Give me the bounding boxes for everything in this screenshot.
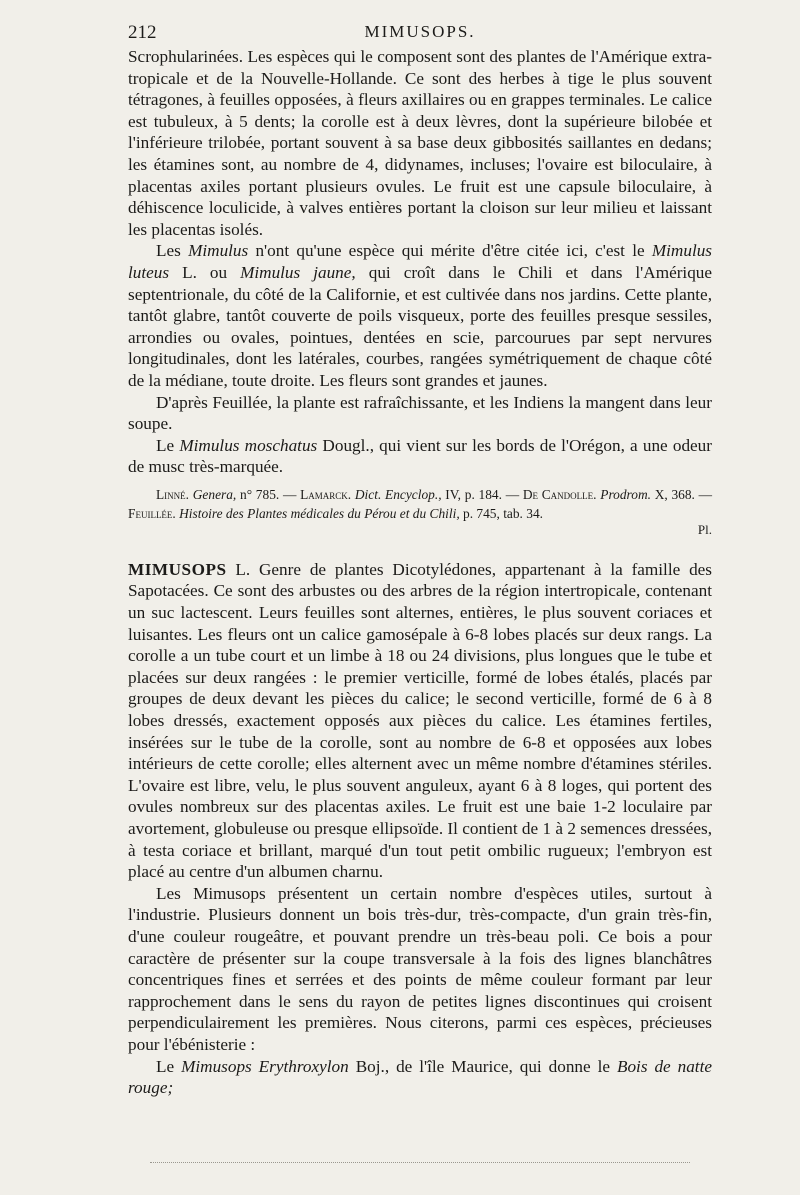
reference-title: Dict. Encyclop.,: [351, 486, 442, 502]
mimusops-paragraph-3: [128, 1056, 712, 1099]
text-run: L. ou: [169, 262, 241, 282]
reference-author: Lamarck.: [300, 486, 352, 502]
mimusops-paragraph-1: [128, 559, 712, 883]
species-name: Mimulus luteus: [128, 241, 712, 282]
reference-title: Histoire des Plantes médicales du Pérou et du Chili,: [175, 505, 460, 521]
mimulus-paragraph-3: D'après Feuillée, la plante est rafraîchissante, et les Indiens la mangent dans leur soupe.: [128, 392, 712, 434]
reference-detail: X, 368. —: [650, 486, 713, 502]
text-run: Le: [156, 1056, 182, 1076]
reference-detail: p. 745, tab. 34.: [459, 505, 543, 521]
text-run: Le: [156, 435, 180, 455]
mimulus-paragraph-1: Scrophularinées. Les espèces qui le composent sont des plantes de l'Amérique extra-tropicale et de la Nouvelle-Hollande. Ce sont des herbes à tige le plus souvent tétragones, à feuilles opposées, à fleurs axillaires ou en grappes terminales. Le calice est tubuleux, à 5 dents; la corolle est à deux lèvres, dont la supérieure bilobée et l'inférieure trilobée, portant souvent à sa base deux gibbosités saillantes en dedans; les étamines sont, au nombre de 4, didynames, incluses; l'ovaire est biloculaire, à placentas axiles portant plusieurs ovules. Le fruit est une capsule biloculaire, à déhiscence loculicide, à valves entières portant la cloison sur leur milieu et laissant les placentas isolés.: [128, 47, 712, 239]
reference-author: Feuillée.: [128, 505, 176, 521]
page-number: 212: [128, 22, 157, 43]
page-header: [128, 18, 712, 46]
entry-headword: MIMUSOPS: [128, 559, 227, 579]
mimusops-paragraph-2: Les Mimusops présentent un certain nombre d'espèces utiles, surtout à l'industrie. Plusieurs donnent un bois très-dur, très-compacte, d'un grain très-fin, d'une couleur rougeâtre, et pouvant prendre un très-beau poli. Ce bois a pour caractère de présenter sur la coupe transversale à la fois des lignes blanchâtres concentriques fines et serrées et des points de même couleur formant par leur rapprochement dans le sens du rayon de petites lignes discontinues qui croisent perpendiculairement les premières. Nous citerons, parmi ces espèces, précieuses pour l'ébénisterie :: [128, 883, 712, 1054]
reference-detail: IV, p. 184. —: [441, 486, 523, 502]
entry-separator: [128, 537, 712, 559]
reference-title: Genera,: [189, 486, 237, 502]
text-run: qui croît dans le Chili et dans l'Amérique septentrionale, du côté de la Californie, et est cultivée dans nos jardins. Cette plante, tantôt glabre, tantôt couverte de poils visqueux, porte des feuilles presque sessiles, arrondies ou ovales, pointues, dentées en scie, parcourues par sept nervures longitudinales, dont les latérales, courbes, rangées symétriquement de chaque côté de la médiane, toute droite. Les fleurs sont grandes et jaunes.: [128, 262, 713, 390]
entry-description: Genre de plantes Dicotylédones, appartenant à la famille des Sapotacées. Ce sont des arbustes ou des arbres de la région intertropicale, contenant un suc lactescent. Leurs feuilles sont alternes, entières, le plus souvent coriaces et luisantes. Les fleurs ont un calice gamosépale à 6-8 lobes placés sur deux rangs. La corolle a un tube court et un limbe à 18 ou 24 divisions, plus longues que le tube et placées sur deux rangées : le premier verticille, formé de lobes étalés, placés par groupes de deux devant les pièces du calice; le second verticille, formé de 6 à 8 lobes dressés, exactement opposés aux pièces du calice. Les étamines fertiles, insérées sur le tube de la corolle, sont au nombre de 6-8 et opposées aux lobes intérieurs de cette corolle; elles alternent avec un même nombre d'étamines stériles. L'ovaire est libre, velu, le plus souvent anguleux, ayant 6 à 8 loges, qui portent des ovules nombreux sur des placentas axiles. Le fruit est une baie 1-2 loculaire par avortement, globuleuse ou presque ellipsoïde. Il contient de 1 à 2 semences dressées, à testa coriace et brillant, marqué d'un tout petit ombilic rugueux; l'embryon est placé au centre d'un albumen charnu.: [128, 559, 712, 882]
common-name: Mimulus jaune,: [240, 262, 356, 282]
mimulus-paragraph-2: [128, 240, 712, 391]
species-name: Mimusops Erythroxylon: [181, 1056, 349, 1076]
mimulus-paragraph-4: [128, 435, 712, 478]
running-title: MIMUSOPS.: [364, 22, 476, 41]
reference-author: De Candolle.: [522, 486, 597, 502]
species-name: Mimulus moschatus: [179, 435, 318, 455]
author-signature: Pl.: [697, 521, 712, 537]
text-run: Les: [156, 241, 189, 261]
reference-title: Prodrom.: [596, 486, 651, 502]
wood-name: Bois de natte rouge;: [128, 1056, 712, 1098]
reference-detail: n° 785. —: [236, 486, 301, 502]
text-run: n'ont qu'une espèce qui mérite d'être citée ici, c'est le: [248, 241, 652, 261]
bibliographic-references: [128, 485, 712, 523]
reference-author: Linné.: [156, 486, 190, 502]
text-run: Boj., de l'île Maurice, qui donne le: [348, 1056, 617, 1076]
bottom-dotted-rule: [150, 1162, 690, 1163]
text-run: Dougl., qui vient sur les bords de l'Orégon, a une odeur de musc très-marquée.: [128, 435, 712, 477]
genus-name: Mimulus: [188, 241, 249, 261]
entry-author: L.: [226, 559, 251, 579]
